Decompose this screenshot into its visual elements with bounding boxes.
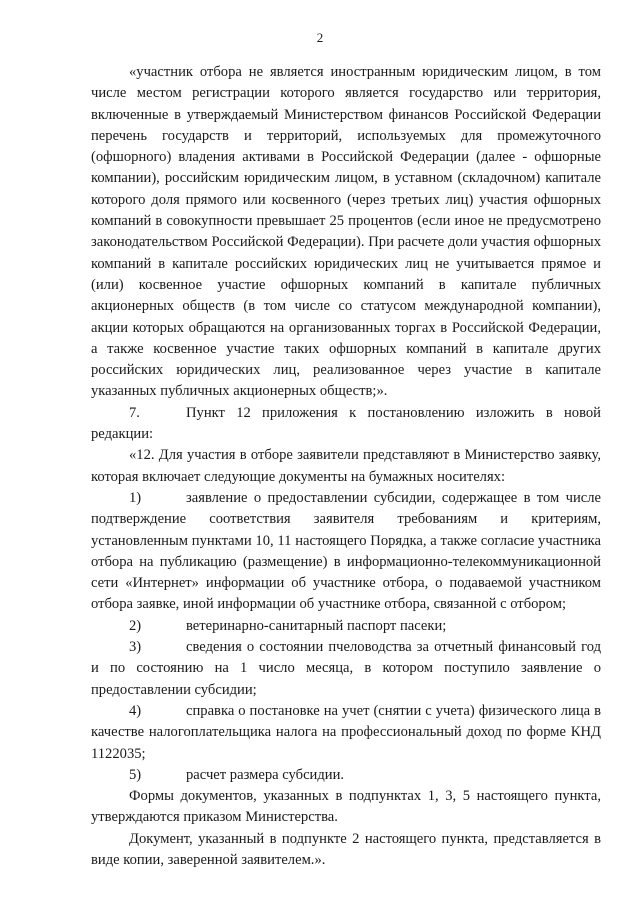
list-item <box>91 616 601 637</box>
list-item <box>91 637 601 701</box>
list-item <box>91 701 601 765</box>
list-item-text: справка о постановке на учет (снятии с учета) физического лица в качестве налогоплательщика налога на профессиональный доход по форме КНД 1122035; <box>91 702 601 762</box>
paragraph-offshore-condition: «участник отбора не является иностранным юридическим лицом, в том числе местом регистрации которого является государство или территория, включенные в утверждаемый Министерством финансов Российской Федерации перечень государств и территорий, используемых для промежуточного (офшорного) владения активами в Российской Федерации (далее - офшорные компании), российским юридическим лицом, в уставном (складочном) капитале которого доля прямого или косвенного (через третьих лиц) участия офшорных компаний в совокупности превышает 25 процентов (если иное не предусмотрено законодательством Российской Федерации). При расчете доли участия офшорных компаний в капитале российских юридических лиц не учитывается прямое и (или) косвенное участие офшорных компаний в капитале публичных акционерных обществ (в том числе со статусом международной компании), акции которых обращаются на организованных торгах в Российской Федерации, а также косвенное участие таких офшорных компаний в капитале других российских юридических лиц, реализованное через участие в капитале указанных публичных акционерных обществ;». <box>91 64 601 400</box>
list-item-number: 4) <box>129 702 142 719</box>
paragraph-item-7 <box>91 403 601 446</box>
paragraph-clause-12: «12. Для участия в отборе заявители представляют в Министерство заявку, которая включает следующие документы на бумажных носителях: <box>91 447 601 485</box>
item-text: Пункт 12 приложения к постановлению изложить в новой редакции: <box>91 404 601 443</box>
list-item-number: 5) <box>129 766 142 783</box>
list-item-text: сведения о состоянии пчеловодства за отчетный финансовый год и по состоянию на 1 число месяца, в котором поступило заявление о предоставлении субсидии; <box>91 639 601 698</box>
document-body <box>91 62 601 871</box>
list-item <box>91 765 601 786</box>
list-item-number: 3) <box>129 639 142 656</box>
list-item-number: 1) <box>129 489 142 506</box>
list-item-text: расчет размера субсидии. <box>186 766 345 783</box>
list-item <box>91 488 601 616</box>
list-item-text: ветеринарно-санитарный паспорт пасеки; <box>186 617 447 634</box>
list-item-number: 2) <box>129 617 142 634</box>
list-item-text: заявление о предоставлении субсидии, содержащее в том числе подтверждение соответствия заявителя требованиям и критериям, установленным пунктами 10, 11 настоящего Порядка, а также согласие участника отбора на публикацию (размещение) в информационно-телекоммуникационной сети «Интернет» информации об участнике отбора, о подаваемой участником отбора заявке, иной информации об участнике отбора, связанной с отбором; <box>91 489 601 613</box>
paragraph-forms-approval: Формы документов, указанных в подпунктах 1, 3, 5 настоящего пункта, утверждаются приказом Министерства. <box>91 788 601 826</box>
paragraph-copy-certification: Документ, указанный в подпункте 2 настоящего пункта, представляется в виде копии, заверенной заявителем.». <box>91 830 601 868</box>
page-number: 2 <box>316 30 324 45</box>
item-number: 7. <box>129 404 140 421</box>
